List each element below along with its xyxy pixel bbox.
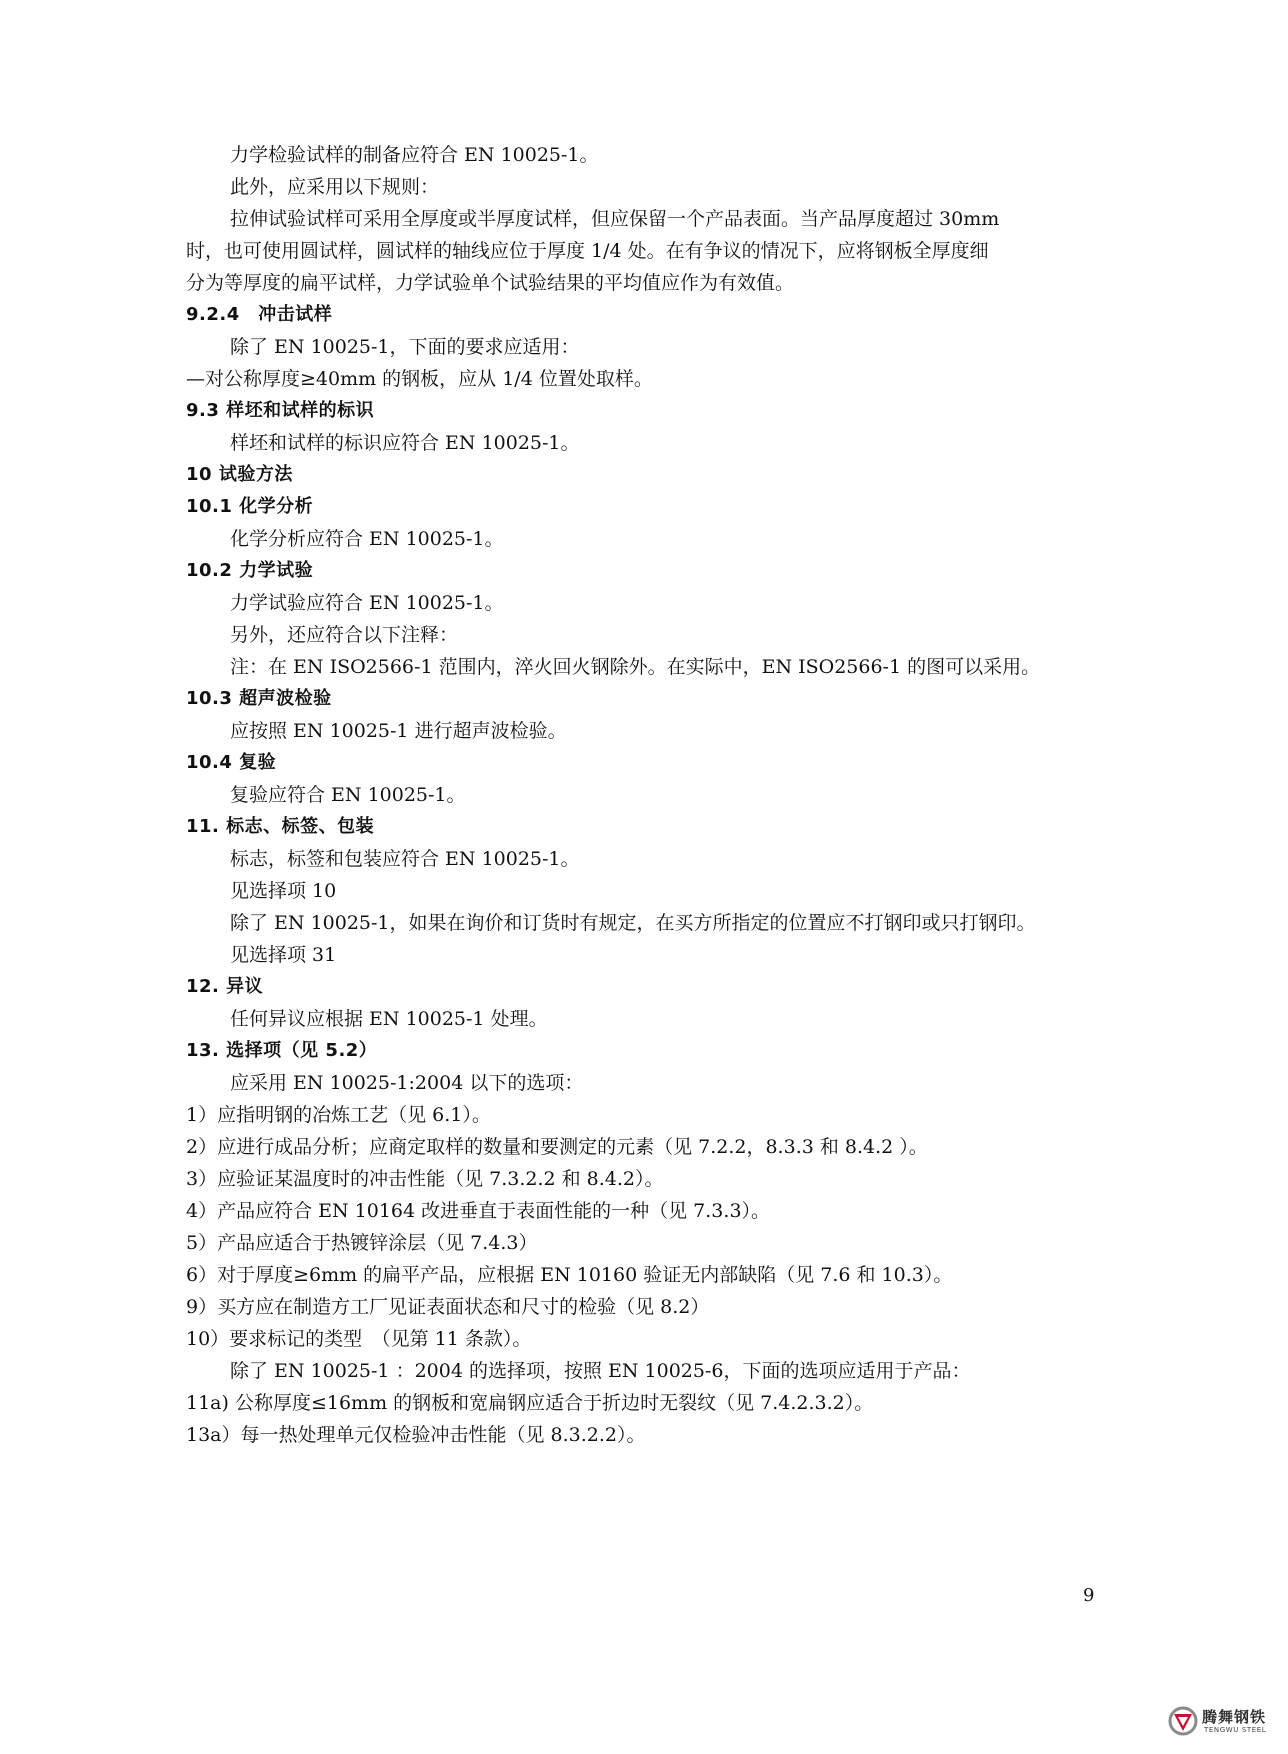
option-item: 1）应指明钢的冶炼工艺（见 6.1）。 xyxy=(186,1104,491,1126)
section-heading: 10 试验方法 xyxy=(186,464,293,485)
paragraph-line: 此外，应采用以下规则： xyxy=(230,176,440,198)
section-heading: 12. 异议 xyxy=(186,976,264,997)
paragraph-line: 化学分析应符合 EN 10025-1。 xyxy=(230,528,504,550)
option-item: 5）产品应适合于热镀锌涂层（见 7.4.3） xyxy=(186,1232,538,1254)
logo-name-cn: 腾舞钢铁 xyxy=(1202,1708,1267,1726)
paragraph-line: 除了 EN 10025-1，下面的要求应适用： xyxy=(230,336,580,358)
paragraph-line: 除了 EN 10025-1，如果在询价和订货时有规定，在买方所指定的位置应不打钢印或只打钢印。 xyxy=(230,912,1036,934)
paragraph-line: —对公称厚度≥40mm 的钢板，应从 1/4 位置处取样。 xyxy=(186,368,653,390)
paragraph-line: 见选择项 10 xyxy=(230,880,337,902)
option-item: 9）买方应在制造方工厂见证表面状态和尺寸的检验（见 8.2） xyxy=(186,1296,710,1318)
tengwu-logo-icon xyxy=(1168,1706,1198,1736)
paragraph-line: 力学试验应符合 EN 10025-1。 xyxy=(230,592,504,614)
section-heading: 10.2 力学试验 xyxy=(186,560,314,581)
option-item: 3）应验证某温度时的冲击性能（见 7.3.2.2 和 8.4.2）。 xyxy=(186,1168,664,1190)
paragraph-line: 分为等厚度的扁平试样，力学试验单个试验结果的平均值应作为有效值。 xyxy=(186,272,795,294)
paragraph-line: 应按照 EN 10025-1 进行超声波检验。 xyxy=(230,720,567,742)
page-number: 9 xyxy=(1083,1585,1095,1606)
option-item: 10）要求标记的类型 （见第 11 条款）。 xyxy=(186,1328,532,1350)
section-heading: 13. 选择项（见 5.2） xyxy=(186,1040,378,1061)
option-item: 6）对于厚度≥6mm 的扁平产品，应根据 EN 10160 验证无内部缺陷（见 7.6 和 10.3）。 xyxy=(186,1264,953,1286)
paragraph-line: 时，也可使用圆试样，圆试样的轴线应位于厚度 1/4 处。在有争议的情况下，应将钢板全厚度细 xyxy=(186,240,989,262)
paragraph-line: 拉伸试验试样可采用全厚度或半厚度试样，但应保留一个产品表面。当产品厚度超过 30mm xyxy=(230,208,1000,230)
logo-name-en: TENGWU STEEL xyxy=(1204,1726,1267,1734)
option-item: 2）应进行成品分析；应商定取样的数量和要测定的元素（见 7.2.2，8.3.3 和 8.4.2 ）。 xyxy=(186,1136,928,1158)
option-item: 13a）每一热处理单元仅检验冲击性能（见 8.3.2.2）。 xyxy=(186,1424,646,1446)
section-heading: 9.2.4 冲击试样 xyxy=(186,304,333,325)
paragraph-line: 注：在 EN ISO2566-1 范围内，淬火回火钢除外。在实际中，EN ISO2566-1 的图可以采用。 xyxy=(230,656,1041,678)
option-item: 4）产品应符合 EN 10164 改进垂直于表面性能的一种（见 7.3.3）。 xyxy=(186,1200,771,1222)
paragraph-line: 力学检验试样的制备应符合 EN 10025-1。 xyxy=(230,144,599,166)
section-heading: 10.1 化学分析 xyxy=(186,496,314,517)
paragraph-line: 应采用 EN 10025-1:2004 以下的选项： xyxy=(230,1072,584,1094)
section-heading: 10.3 超声波检验 xyxy=(186,688,332,709)
paragraph-line: 另外，还应符合以下注释： xyxy=(230,624,459,646)
option-item: 11a) 公称厚度≤16mm 的钢板和宽扁钢应适合于折边时无裂纹（见 7.4.2.3.2）。 xyxy=(186,1392,874,1414)
paragraph-line: 标志，标签和包装应符合 EN 10025-1。 xyxy=(230,848,580,870)
section-heading: 11. 标志、标签、包装 xyxy=(186,816,375,837)
paragraph-line: 样坯和试样的标识应符合 EN 10025-1。 xyxy=(230,432,580,454)
section-heading: 9.3 样坯和试样的标识 xyxy=(186,400,375,421)
section-heading: 10.4 复验 xyxy=(186,752,277,773)
paragraph-line: 任何异议应根据 EN 10025-1 处理。 xyxy=(230,1008,548,1030)
paragraph-line: 见选择项 31 xyxy=(230,944,337,966)
paragraph-line: 除了 EN 10025-1 ：2004 的选择项，按照 EN 10025-6，下面的选项应适用于产品： xyxy=(230,1360,971,1382)
company-logo xyxy=(1168,1702,1278,1742)
paragraph-line: 复验应符合 EN 10025-1。 xyxy=(230,784,466,806)
